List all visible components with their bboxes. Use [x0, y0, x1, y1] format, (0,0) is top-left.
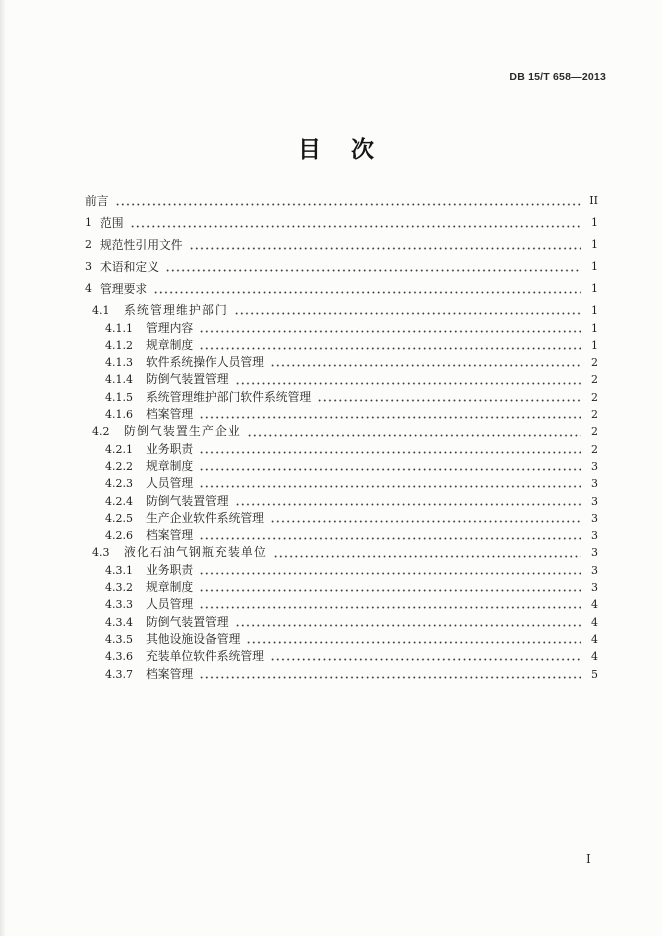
dot-leader: [199, 572, 581, 575]
toc-entry: [85, 406, 598, 423]
toc-entry: [85, 493, 598, 510]
toc-entry-page: 3: [591, 529, 598, 543]
toc-entry-title: 其他设施设备管理: [146, 631, 241, 646]
toc-entry: [85, 596, 598, 613]
document-code: DB 15/T 658—2013: [509, 71, 606, 83]
toc-entry-number: 4.1.4: [105, 373, 133, 387]
toc-entry-page: 2: [591, 373, 598, 387]
toc-entry-title: 防倒气装置管理: [146, 493, 229, 508]
toc-entry: [85, 302, 598, 319]
toc-entry-page: 4: [591, 650, 598, 664]
toc-heading: 目 次: [298, 136, 375, 163]
dot-leader: [247, 434, 581, 437]
toc-entry: [85, 278, 598, 300]
scan-page-edge: [0, 0, 6, 936]
toc-entry-title: 充装单位软件系统管理: [146, 649, 264, 664]
dot-leader: [234, 312, 581, 315]
toc-entry-number: 4.3.7: [105, 667, 133, 681]
toc-entry-number: 4.3.6: [105, 650, 133, 664]
toc-entry-page: 2: [591, 356, 598, 370]
toc-entry-title: 术语和定义: [100, 260, 159, 274]
toc-entry-number: 4.2.4: [105, 494, 133, 508]
dot-leader: [130, 225, 581, 228]
toc-entry: [85, 389, 598, 406]
toc-entry-page: 2: [591, 442, 598, 456]
toc-entry-number: 4.2.3: [105, 477, 133, 491]
toc-entry-number: 4.2.1: [105, 442, 133, 456]
toc-entry-page: 1: [591, 216, 598, 229]
toc-entry-number: 4.1.1: [105, 321, 133, 335]
dot-leader: [235, 382, 581, 385]
toc-entry-page: 1: [591, 321, 598, 335]
toc-entry-title: 人员管理: [146, 597, 194, 612]
toc-entry-page: 3: [591, 494, 598, 508]
toc-entry: [85, 212, 598, 234]
toc-entry-page: 2: [591, 390, 598, 404]
toc-entry-title: 防倒气装置生产企业: [124, 424, 241, 439]
toc-entry: [85, 631, 598, 648]
dot-leader: [270, 364, 581, 367]
toc-entry: [85, 544, 598, 561]
toc-entry: [85, 256, 598, 278]
dot-leader: [199, 676, 581, 679]
toc-entry-title: 软件系统操作人员管理: [146, 355, 264, 370]
dot-leader: [235, 503, 581, 506]
toc-entry-number: 3: [85, 260, 92, 273]
toc-entry-page: 2: [591, 408, 598, 422]
toc-entry-title: 人员管理: [146, 476, 194, 491]
toc-entry-number: 4.2.5: [105, 511, 133, 525]
toc-entry-number: 4.1.5: [105, 390, 133, 404]
toc-entry-page: 5: [591, 667, 598, 681]
dot-leader: [115, 203, 581, 206]
toc-entry-page: 3: [591, 511, 598, 525]
toc-entry: [85, 458, 598, 475]
toc-entry-number: 2: [85, 238, 92, 251]
toc-entry-page: 1: [591, 282, 598, 295]
toc-entry: [85, 337, 598, 354]
toc-entry-title: 规章制度: [146, 337, 194, 352]
toc-entry-title: 档案管理: [146, 528, 194, 543]
toc-entry-title: 防倒气装置管理: [146, 614, 229, 629]
toc-entry-number: 4: [85, 282, 92, 295]
dot-leader: [165, 269, 581, 272]
toc-entry: [85, 234, 598, 256]
toc-entry-number: 4.3: [92, 546, 110, 560]
toc-entry-page: 3: [591, 477, 598, 491]
dot-leader: [199, 347, 581, 350]
toc-entry-title: 防倒气装置管理: [146, 372, 229, 387]
toc-entry-title: 管理内容: [146, 320, 194, 335]
toc-entry-number: 4.1.6: [105, 408, 133, 422]
dot-leader: [199, 537, 581, 540]
dot-leader: [199, 589, 581, 592]
table-of-contents: [85, 190, 598, 683]
toc-entry-page: 3: [591, 546, 598, 560]
toc-entry-number: 4.3.5: [105, 632, 133, 646]
dot-leader: [199, 606, 581, 609]
toc-entry: [85, 354, 598, 371]
toc-entry-title: 规章制度: [146, 458, 194, 473]
toc-entry-number: 4.1.3: [105, 356, 133, 370]
toc-entry: [85, 579, 598, 596]
toc-entry-page: 4: [591, 615, 598, 629]
toc-entry-page: 1: [591, 260, 598, 273]
toc-entry-number: 4.1.2: [105, 338, 133, 352]
dot-leader: [246, 641, 581, 644]
toc-entry: [85, 423, 598, 440]
toc-entry-page: II: [589, 194, 598, 207]
toc-entry: [85, 475, 598, 492]
toc-entry-title: 系统管理维护部门软件系统管理: [146, 389, 312, 404]
toc-entry-number: 4.3.1: [105, 563, 133, 577]
toc-entry: [85, 320, 598, 337]
toc-entry-title: 液化石油气钢瓶充装单位: [124, 545, 267, 560]
dot-leader: [273, 555, 581, 558]
dot-leader: [199, 416, 581, 419]
toc-entry-number: 4.3.2: [105, 581, 133, 595]
toc-entry-page: 4: [591, 632, 598, 646]
dot-leader: [317, 399, 581, 402]
toc-entry-page: 3: [591, 459, 598, 473]
toc-entry-page: 1: [591, 238, 598, 251]
toc-entry-page: 1: [591, 338, 598, 352]
toc-entry-number: 4.2.2: [105, 459, 133, 473]
toc-entry: [85, 441, 598, 458]
toc-entry-page: 3: [591, 563, 598, 577]
toc-entry-number: 4.2.6: [105, 529, 133, 543]
toc-entry: [85, 510, 598, 527]
toc-entry-title: 档案管理: [146, 666, 194, 681]
toc-entry: [85, 614, 598, 631]
dot-leader: [235, 624, 581, 627]
toc-entry-page: 4: [591, 598, 598, 612]
dot-leader: [189, 247, 581, 250]
toc-entry: [85, 562, 598, 579]
toc-entry-number: 4.3.3: [105, 598, 133, 612]
toc-entry: [85, 371, 598, 388]
toc-entry-title: 档案管理: [146, 407, 194, 422]
toc-entry-title: 规章制度: [146, 580, 194, 595]
toc-entry: [85, 648, 598, 665]
toc-entry-title: 业务职责: [146, 562, 194, 577]
toc-entry-title: 规范性引用文件: [100, 238, 183, 252]
toc-entry: [85, 527, 598, 544]
toc-entry-number: 1: [85, 216, 92, 229]
dot-leader: [270, 520, 581, 523]
toc-entry-title: 管理要求: [100, 282, 148, 296]
page-number: I: [586, 852, 591, 866]
toc-entry-number: 4.2: [92, 425, 110, 439]
dot-leader: [153, 291, 581, 294]
toc-entry-title: 业务职责: [146, 441, 194, 456]
toc-entry: [85, 190, 598, 212]
dot-leader: [199, 451, 581, 454]
dot-leader: [199, 468, 581, 471]
dot-leader: [199, 485, 581, 488]
toc-entry-page: 3: [591, 581, 598, 595]
toc-entry-number: 4.1: [92, 304, 110, 318]
toc-entry-title: 生产企业软件系统管理: [146, 510, 264, 525]
toc-entry-page: 2: [591, 425, 598, 439]
dot-leader: [270, 658, 581, 661]
toc-entry-title: 前言: [85, 194, 109, 208]
dot-leader: [199, 330, 581, 333]
toc-entry-title: 系统管理维护部门: [124, 303, 228, 318]
toc-entry-title: 范围: [100, 216, 124, 230]
toc-entry-number: 4.3.4: [105, 615, 133, 629]
toc-entry: [85, 666, 598, 683]
toc-entry-page: 1: [591, 304, 598, 318]
